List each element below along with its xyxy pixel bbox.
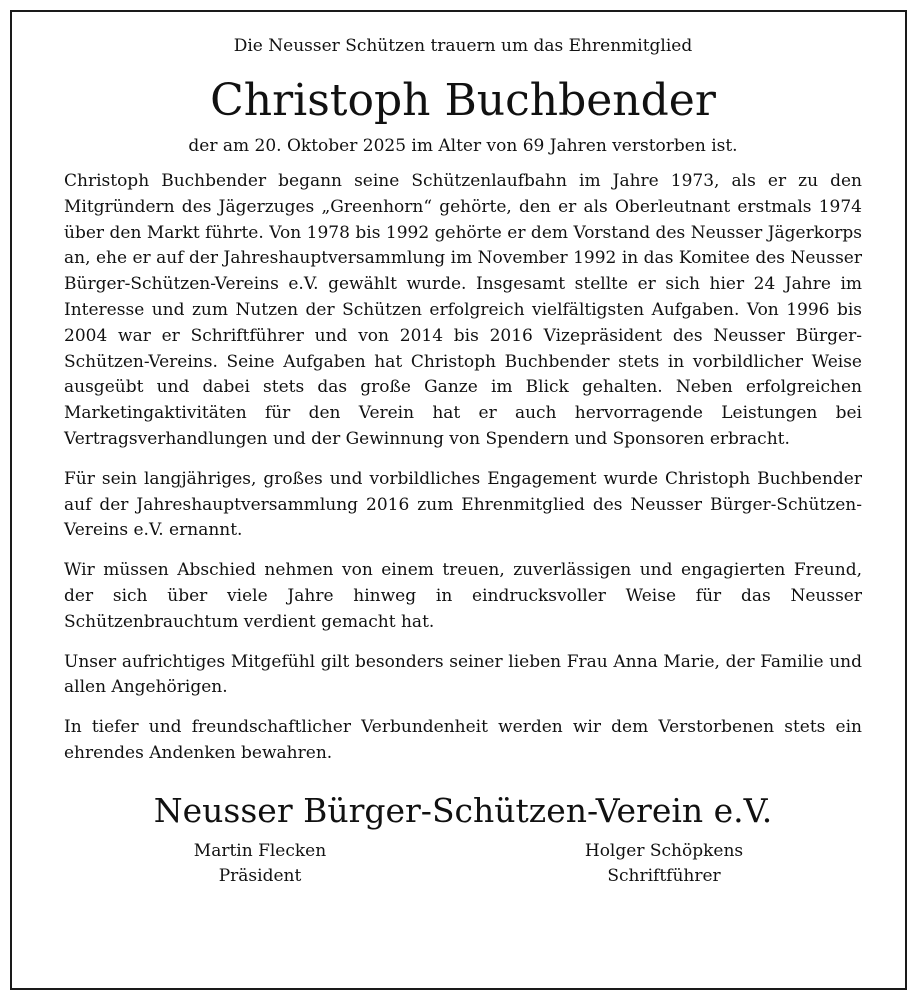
paragraph-career: Christoph Buchbender begann seine Schützenlaufbahn im Jahre 1973, als er zu den Mitgründern des Jägerzuges „Greenhorn“ gehörte, den er als Oberleutnant erstmals 1974 über den Markt führte. Von 1978 bis 1992 gehörte er dem Vorstand des Neusser Jägerkorps an, ehe er auf der Jahreshauptversammlung im November 1992 in das Komitee des Neusser Bürger-Schützen-Vereins e.V. gewählt wurde. Insgesamt stellte er sich hier 24 Jahre im Interesse und zum Nutzen der Schützen erfolgreich vielfältigsten Aufgaben. Von 1996 bis 2004 war er Schriftführer und von 2014 bis 2016 Vizepräsident des Neusser Bürger-Schützen-Vereins. Seine Aufgaben hat Christoph Buchbender stets in vorbildlicher Weise ausgeübt und dabei stets das große Ganze im Blick gehalten. Neben erfolgreichen Marketingaktivitäten für den Verein hat er auch hervorragende Leistungen bei Vertragsverhandlungen und der Gewinnung von Spendern und Sponsoren erbracht. [64, 171, 862, 449]
signatories [64, 839, 862, 899]
organization-name: Neusser Bürger-Schützen-Verein e.V. [153, 790, 773, 830]
signer-name: Martin Flecken [193, 840, 327, 861]
signer-president [130, 839, 390, 889]
paragraph-honorary: Für sein langjähriges, großes und vorbildliches Engagement wurde Christoph Buchbender auf der Jahreshauptversammlung 2016 zum Ehrenmitglied des Neusser Bürger-Schützen-Vereins e.V. ernannt. [64, 468, 862, 541]
death-details: der am 20. Oktober 2025 im Alter von 69 Jahren verstorben ist. [188, 136, 738, 156]
signer-secretary [534, 839, 794, 889]
deceased-name: Christoph Buchbender [210, 75, 716, 126]
intro-line: Die Neusser Schützen trauern um das Ehrenmitglied [233, 36, 693, 56]
signer-name: Holger Schöpkens [584, 840, 744, 861]
signer-role: Schriftführer [607, 865, 721, 886]
signer-role: Präsident [218, 865, 302, 886]
obituary-notice [64, 33, 862, 899]
paragraph-farewell: Wir müssen Abschied nehmen von einem treuen, zuverlässigen und engagierten Freund, der sich über viele Jahre hinweg in eindrucksvoller Weise für das Neusser Schützenbrauchtum verdient gemacht hat. [64, 560, 862, 632]
paragraph-condolences: Unser aufrichtiges Mitgefühl gilt besonders seiner lieben Frau Anna Marie, der Familie und allen Angehörigen. [64, 651, 862, 698]
paragraph-remembrance: In tiefer und freundschaftlicher Verbundenheit werden wir dem Verstorbenen stets ein ehrendes Andenken bewahren. [64, 717, 862, 763]
